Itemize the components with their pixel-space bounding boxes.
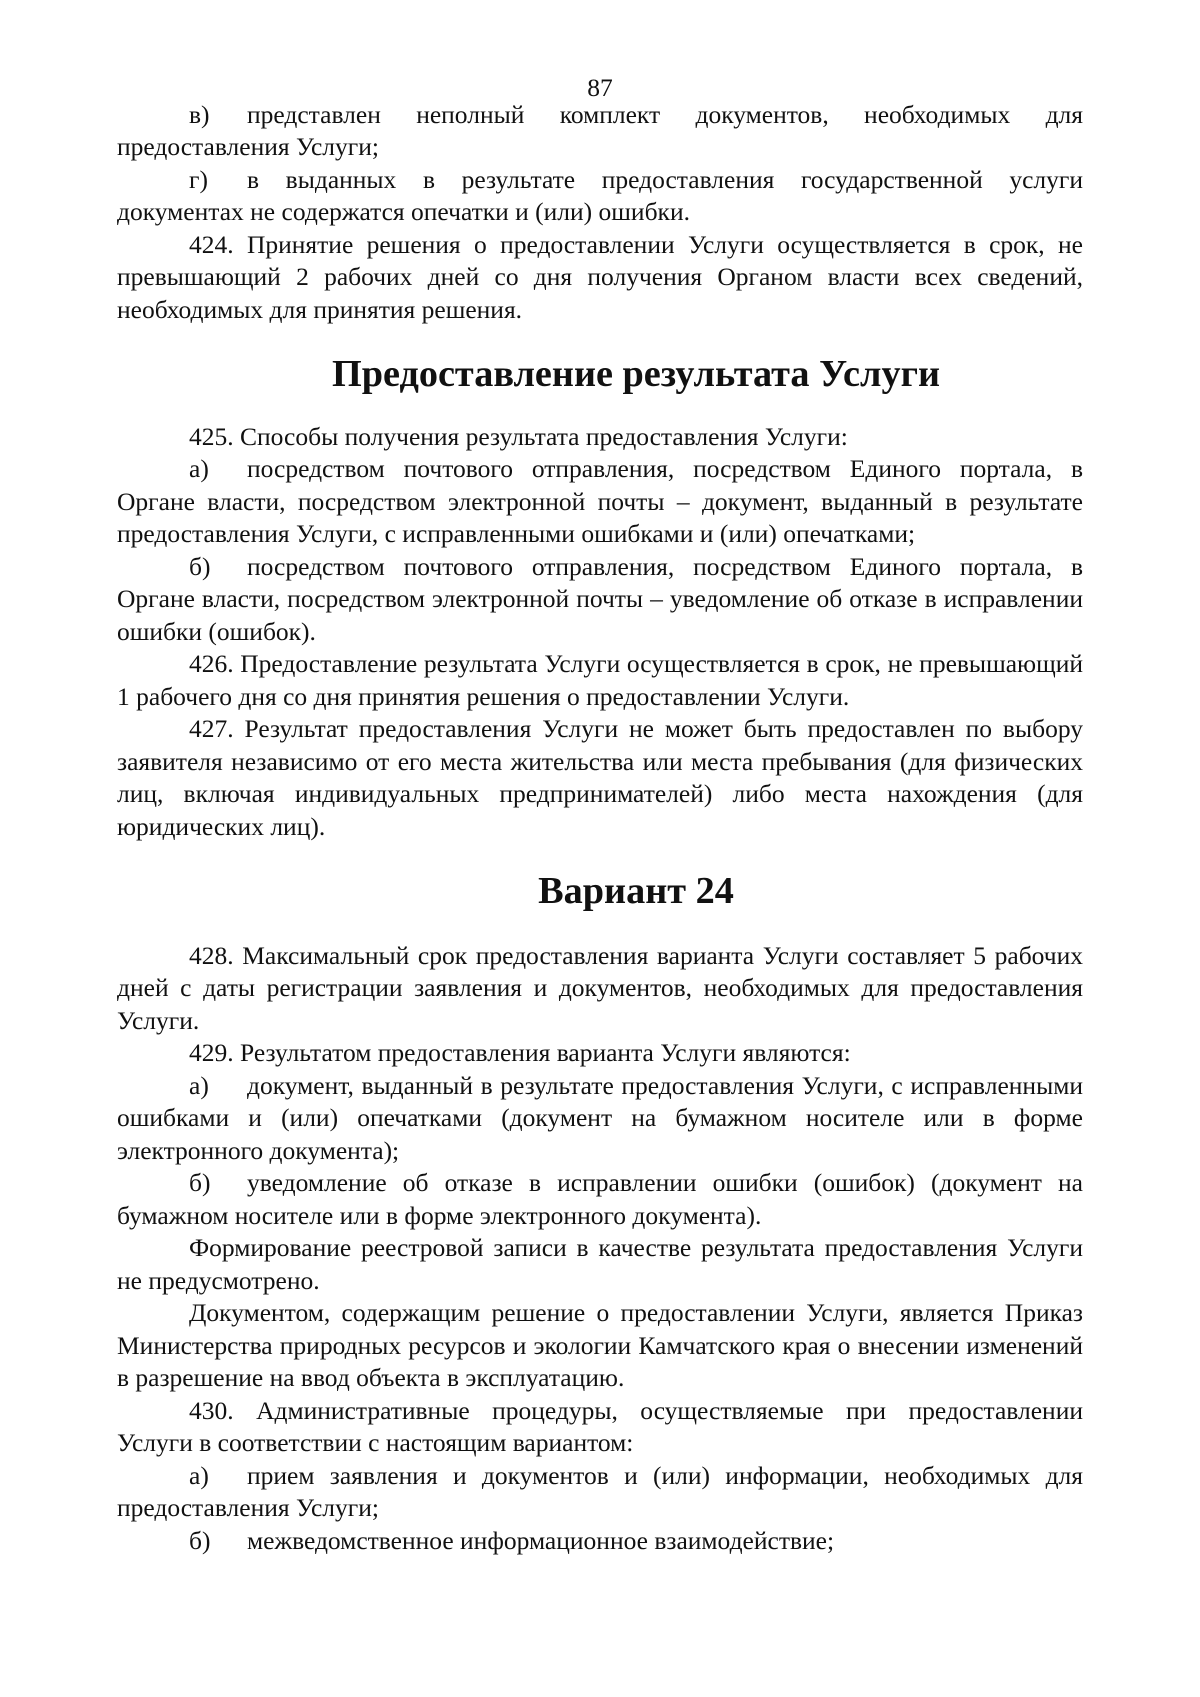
section-block-2 (117, 421, 1083, 844)
item-text: уведомление об отказе в исправлении ошибки (ошибок) (документ на бумажном носителе или в форме электронного документа). (117, 1168, 1083, 1230)
paragraph: 426. Предоставление результата Услуги осуществляется в срок, не превышающий 1 рабочего дня со дня принятия решения о предоставлении Услуги. (117, 649, 1083, 711)
section-heading: Предоставление результата Услуги (331, 353, 940, 395)
list-item (117, 453, 1083, 551)
item-text: посредством почтового отправления, посредством Единого портала, в Органе власти, посредством электронной почты – уведомление об отказе в исправлении ошибки (ошибок). (117, 551, 1083, 646)
paragraph: 428. Максимальный срок предоставления варианта Услуги составляет 5 рабочих дней с даты регистрации заявления и документов, необходимых для предоставления Услуги. (117, 940, 1083, 1035)
section-heading: Вариант 24 (538, 870, 734, 912)
paragraph: 427. Результат предоставления Услуги не может быть предоставлен по выбору заявителя независимо от его места жительства или места пребывания (для физических лиц, включая индивидуальных предпринимателей) либо места нахождения (для юридических лиц). (117, 714, 1083, 841)
paragraph: Формирование реестровой записи в качестве результата предоставления Услуги не предусмотрено. (117, 1233, 1083, 1295)
paragraph: Документом, содержащим решение о предоставлении Услуги, является Приказ Министерства природных ресурсов и экологии Камчатского края о внесении изменений в разрешение на ввод объекта в эксплуатацию. (117, 1298, 1083, 1392)
item-label: б) (189, 1525, 211, 1555)
section-block-1 (117, 99, 1083, 327)
item-label: а) (189, 454, 209, 483)
list-item (117, 551, 1083, 649)
list-item (117, 164, 1083, 229)
paragraph: 425. Способы получения результата предоставления Услуги: (189, 421, 848, 451)
item-text: представлен неполный комплект документов, необходимых для предоставления Услуги; (117, 99, 1083, 161)
item-label: а) (189, 1460, 209, 1490)
item-text: межведомственное информационное взаимодействие; (247, 1525, 835, 1555)
item-label: б) (189, 551, 211, 581)
item-text: в выданных в результате предоставления государственной услуги документах не содержатся опечатки и (или) ошибки. (117, 164, 1083, 226)
item-label: г) (189, 164, 208, 194)
item-text: прием заявления и документов и (или) информации, необходимых для предоставления Услуги; (117, 1460, 1083, 1522)
page-number: 87 (587, 73, 613, 102)
section-block-3 (117, 940, 1083, 1558)
list-item (117, 1460, 1083, 1525)
item-label: в) (189, 99, 210, 129)
list-item (117, 1167, 1083, 1232)
list-item (117, 1525, 1083, 1558)
list-item (117, 99, 1083, 164)
item-label: а) (189, 1070, 209, 1100)
paragraph: 430. Административные процедуры, осуществляемые при предоставлении Услуги в соответствии с настоящим вариантом: (117, 1395, 1083, 1457)
paragraph: 429. Результатом предоставления варианта Услуги являются: (189, 1038, 851, 1067)
list-item (117, 1070, 1083, 1168)
item-label: б) (189, 1168, 211, 1197)
paragraph: 424. Принятие решения о предоставлении Услуги осуществляется в срок, не превышающий 2 рабочих дней со дня получения Органом власти всех сведений, необходимых для принятия решения. (117, 229, 1083, 324)
item-text: посредством почтового отправления, посредством Единого портала, в Органе власти, посредством электронной почты – документ, выданный в результате предоставления Услуги, с исправленными ошибками и (или) опечатками; (117, 454, 1083, 548)
item-text: документ, выданный в результате предоставления Услуги, с исправленными ошибками и (или) опечатками (документ на бумажном носителе или в форме электронного документа); (117, 1070, 1083, 1165)
